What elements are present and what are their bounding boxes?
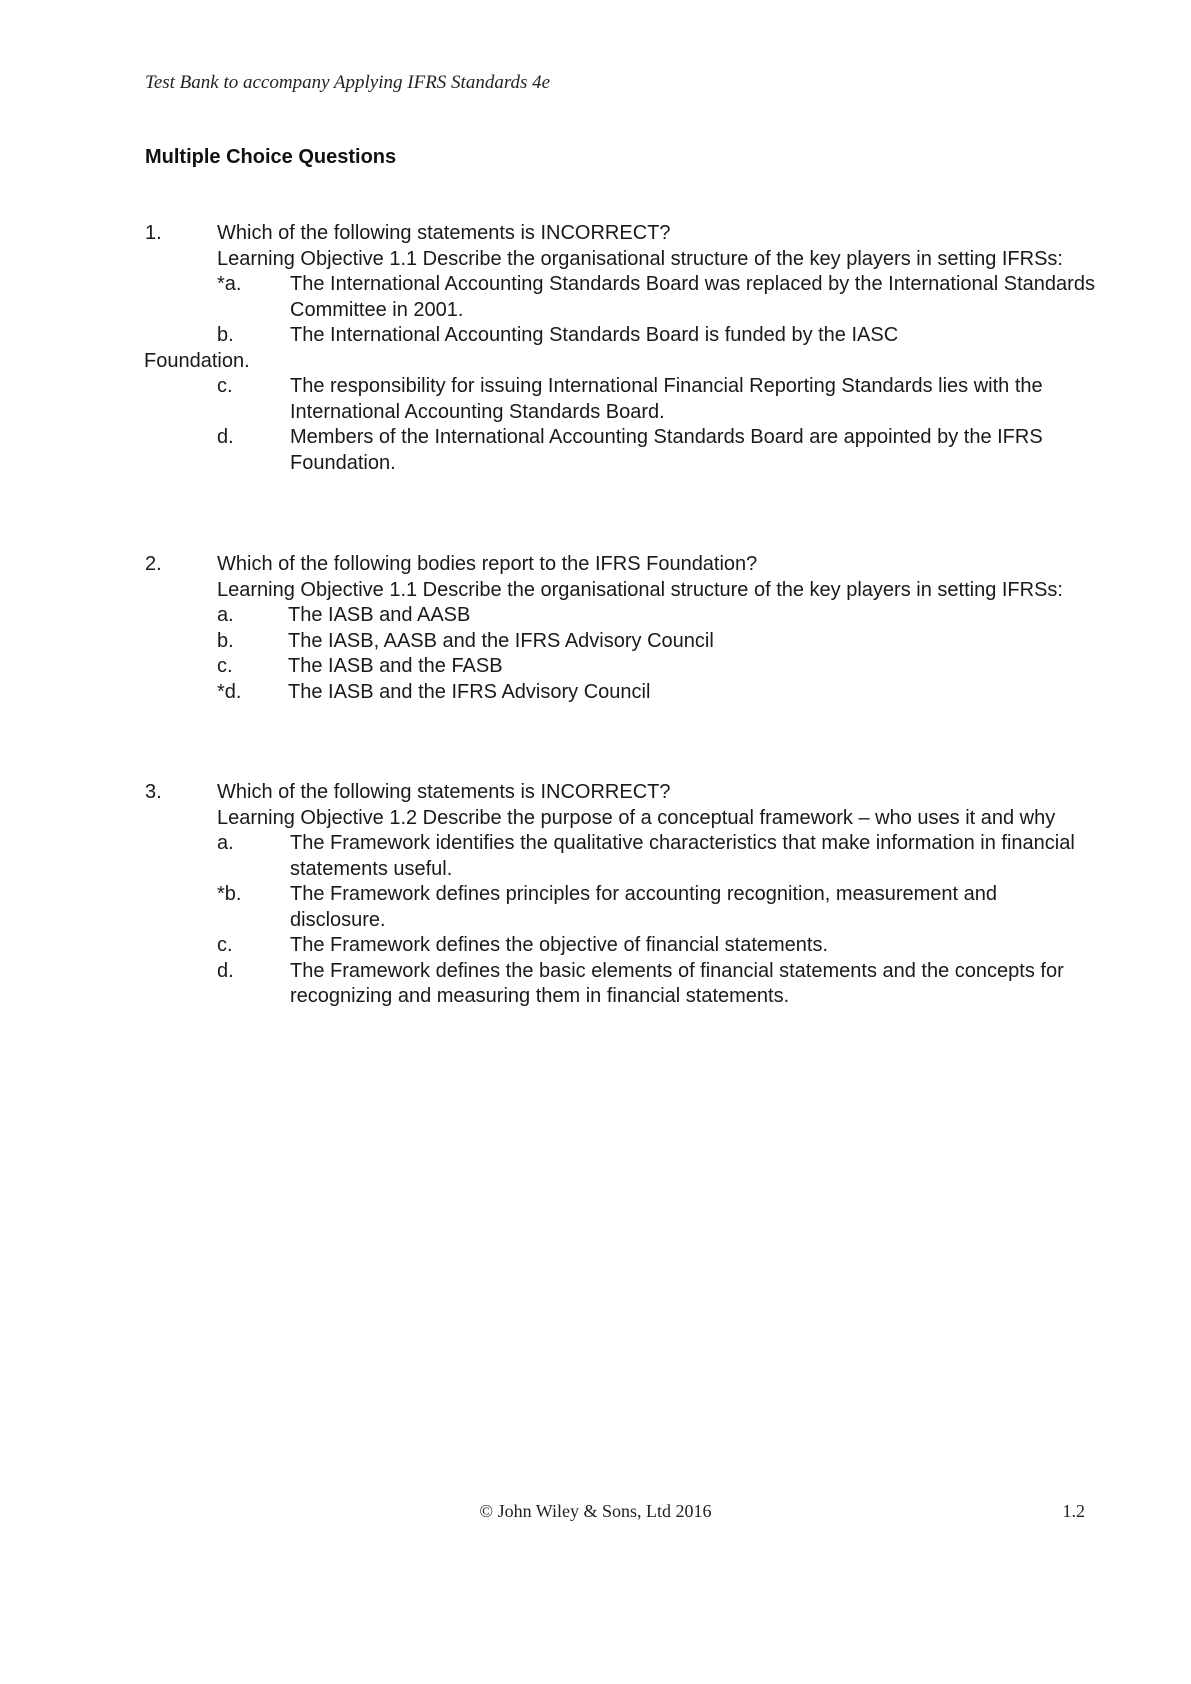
option-label: *b.	[217, 883, 242, 905]
learning-objective: Learning Objective 1.1 Describe the organisational structure of the key players in setting IFRSs:	[217, 578, 1063, 601]
option-label: b.	[217, 324, 234, 346]
option	[217, 654, 1097, 680]
option-text: The IASB and the FASB	[288, 655, 503, 677]
option	[217, 882, 1097, 933]
option-label: d.	[217, 426, 234, 448]
learning-objective: Learning Objective 1.1 Describe the organisational structure of the key players in setting IFRSs:	[217, 247, 1063, 270]
option	[144, 323, 1097, 374]
option-text: The responsibility for issuing International Financial Reporting Standards lies with the International Accounting Standards Board.	[290, 375, 1043, 423]
question-stem: Which of the following bodies report to the IFRS Foundation?	[217, 553, 758, 575]
option	[217, 933, 1097, 959]
option	[217, 374, 1097, 425]
option-label: *a.	[217, 273, 242, 295]
option-text: The IASB, AASB and the IFRS Advisory Council	[288, 629, 714, 652]
options-list	[144, 272, 1097, 476]
running-head: Test Bank to accompany Applying IFRS Standards 4e	[145, 72, 551, 93]
option-text: The Framework identifies the qualitative characteristics that make information in financial statements useful.	[290, 832, 1075, 880]
option	[217, 272, 1097, 323]
question-number: 3.	[145, 781, 162, 803]
option-label: c.	[217, 934, 233, 956]
option-text: The Framework defines principles for accounting recognition, measurement and disclosure.	[290, 883, 998, 931]
option	[217, 831, 1097, 882]
section-title: Multiple Choice Questions	[145, 146, 397, 168]
question-number: 1.	[145, 222, 162, 244]
footer-copyright: © John Wiley & Sons, Ltd 2016	[479, 1501, 712, 1521]
option-label: c.	[217, 655, 233, 677]
question-number: 2.	[145, 553, 162, 575]
option	[217, 959, 1097, 1010]
option	[217, 603, 1097, 629]
option-label: a.	[217, 604, 234, 626]
option-text: Members of the International Accounting Standards Board are appointed by the IFRS Foundation.	[290, 426, 1043, 474]
question-stem: Which of the following statements is INCORRECT?	[217, 781, 671, 803]
option-label: *d.	[217, 680, 242, 703]
question-body	[144, 221, 1097, 476]
option-text: The International Accounting Standards Board was replaced by the International Standards Committee in 2001.	[290, 273, 1095, 321]
options-list	[217, 831, 1097, 1010]
question-body	[217, 552, 1097, 705]
option-text: The International Accounting Standards Board is funded by the IASC	[290, 324, 899, 346]
options-list	[217, 603, 1097, 705]
question-stem: Which of the following statements is INCORRECT?	[217, 222, 671, 244]
option-text: The IASB and the IFRS Advisory Council	[288, 680, 651, 703]
option	[217, 629, 1097, 655]
option-label: c.	[217, 375, 233, 397]
option-text: The Framework defines the objective of financial statements.	[290, 934, 829, 956]
learning-objective: Learning Objective 1.2 Describe the purpose of a conceptual framework – who uses it and why	[217, 806, 1056, 829]
option	[217, 680, 1097, 706]
option-label: d.	[217, 959, 234, 982]
option-text-overflow: Foundation.	[144, 349, 250, 372]
option-text: The IASB and AASB	[288, 604, 471, 626]
option	[217, 425, 1097, 476]
question-body	[217, 780, 1097, 1010]
page-number: 1.2	[1062, 1501, 1085, 1521]
option-label: a.	[217, 832, 234, 854]
option-label: b.	[217, 629, 234, 652]
option-text: The Framework defines the basic elements of financial statements and the concepts for recognizing and measuring them in financial statements.	[290, 959, 1064, 1007]
